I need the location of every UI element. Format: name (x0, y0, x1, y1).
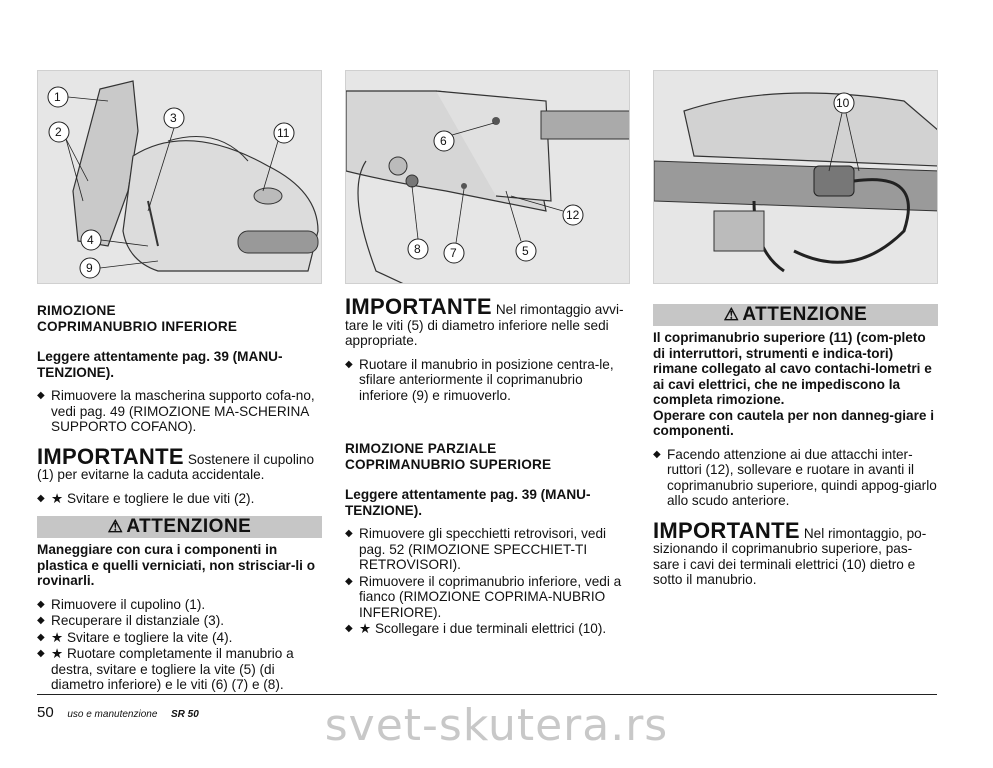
callout-10: 10 (836, 96, 850, 110)
warning-triangle-icon: ⚠ (723, 305, 740, 325)
heading-line-2: COPRIMANUBRIO INFERIORE (37, 319, 238, 334)
callout-12: 12 (566, 208, 580, 222)
footer-title: uso e manutenzione (67, 709, 158, 720)
column-1 (37, 303, 322, 694)
list-item: ◆ Facendo attenzione ai due attacchi inter-ruttori (12), sollevare e ruotare in avanti il coprimanubrio superiore, quindi appog-giarlo allo scudo anteriore. (653, 447, 938, 509)
warning-text-2: Operare con cautela per non danneg-giare i componenti. (653, 407, 935, 438)
figure-electrical-terminals (653, 70, 938, 284)
footer-rule (37, 694, 937, 695)
bullet-list-1 (653, 447, 938, 509)
warning-triangle-icon: ⚠ (107, 517, 124, 537)
important-label: IMPORTANTE (653, 517, 800, 543)
bullet-list-2 (37, 491, 322, 507)
bullet-list-1 (37, 388, 322, 435)
callout-3: 3 (170, 111, 177, 125)
bullet-list-1 (345, 357, 630, 404)
bullet-list-2 (345, 526, 630, 637)
list-item: ◆ Rimuovere il cupolino (1). (37, 597, 322, 613)
callout-2: 2 (55, 125, 62, 139)
column-2 (345, 294, 630, 638)
list-item: ◆ ★ Svitare e togliere le due viti (2). (37, 491, 322, 507)
warning-banner (653, 304, 938, 326)
important-text: Sostenere il cupolino (1) per evitarne la caduta accidentale. (37, 451, 315, 482)
important-note (37, 443, 322, 483)
important-text: Nel rimontaggio, po-sizionando il coprimanubrio superiore, pas-sare i cavi dei terminali elettrici (10) dietro e sotto il manubrio. (653, 525, 927, 587)
list-item: ◆ ★ Ruotare completamente il manubrio a destra, svitare e togliere la vite (5) (di diametro inferiore) e le viti (6) (7) e (8). (37, 646, 322, 693)
important-label: IMPORTANTE (37, 443, 184, 469)
heading-line-1: RIMOZIONE (37, 303, 116, 318)
callout-9: 9 (86, 261, 93, 275)
callout-4: 4 (87, 233, 94, 247)
callout-5: 5 (522, 244, 529, 258)
figure-handlebar-screws (345, 70, 630, 284)
list-item: ◆ ★ Svitare e togliere la vite (4). (37, 630, 322, 646)
bullet-list-3 (37, 597, 322, 693)
callout-1: 1 (54, 90, 61, 104)
section-heading-lower-cover (37, 303, 322, 335)
callout-8: 8 (414, 242, 421, 256)
lead-text: Leggere attentamente pag. 39 (MANU-TENZIONE). (37, 349, 283, 380)
figure-handlebar-lower-cover (37, 70, 322, 284)
warning-title: ATTENZIONE (126, 516, 252, 538)
important-text: Nel rimontaggio avvi-tare le viti (5) di diametro inferiore nelle sedi appropriate. (345, 302, 624, 348)
callout-6: 6 (440, 134, 447, 148)
page-number: 50 (37, 704, 54, 721)
watermark: svet-skutera.rs (324, 700, 669, 751)
warning-title: ATTENZIONE (742, 304, 868, 326)
warning-text: Il coprimanubrio superiore (11) (com-pleto di interruttori, strumenti e indica-tori) rimane collegato al cavo contachi-lometri e ai cavi elettrici, che ne impediscono la completa rimozione. (653, 330, 932, 407)
section-heading-upper-cover (345, 441, 630, 473)
heading-line-1: RIMOZIONE PARZIALE (345, 441, 497, 456)
warning-banner (37, 516, 322, 538)
list-item: ◆ Rimuovere gli specchietti retrovisori, vedi pag. 52 (RIMOZIONE SPECCHIET-TI RETROVISORI). (345, 526, 630, 573)
list-item: ◆ Rimuovere la mascherina supporto cofa-no, vedi pag. 49 (RIMOZIONE MA-SCHERINA SUPPORTO COFANO). (37, 388, 322, 435)
important-note (653, 517, 938, 588)
lead-text: Leggere attentamente pag. 39 (MANU-TENZIONE). (345, 487, 591, 518)
heading-line-2: COPRIMANUBRIO SUPERIORE (345, 457, 552, 472)
list-item: ◆ ★ Scollegare i due terminali elettrici (10). (345, 621, 630, 637)
list-item: ◆ Recuperare il distanziale (3). (37, 613, 322, 629)
list-item: ◆ Ruotare il manubrio in posizione centra-le, sfilare anteriormente il coprimanubrio inferiore (9) e rimuoverlo. (345, 357, 630, 404)
footer-model: SR 50 (171, 709, 199, 720)
important-note (345, 294, 630, 349)
important-label: IMPORTANTE (345, 294, 492, 319)
callout-11: 11 (277, 126, 290, 140)
column-3 (653, 294, 938, 588)
list-item: ◆ Rimuovere il coprimanubrio inferiore, vedi a fianco (RIMOZIONE COPRIMA-NUBRIO INFERIORE). (345, 574, 630, 621)
warning-text: Maneggiare con cura i componenti in plastica e quelli verniciati, non strisciar-li o rovinarli. (37, 542, 316, 588)
callout-7: 7 (450, 246, 457, 260)
